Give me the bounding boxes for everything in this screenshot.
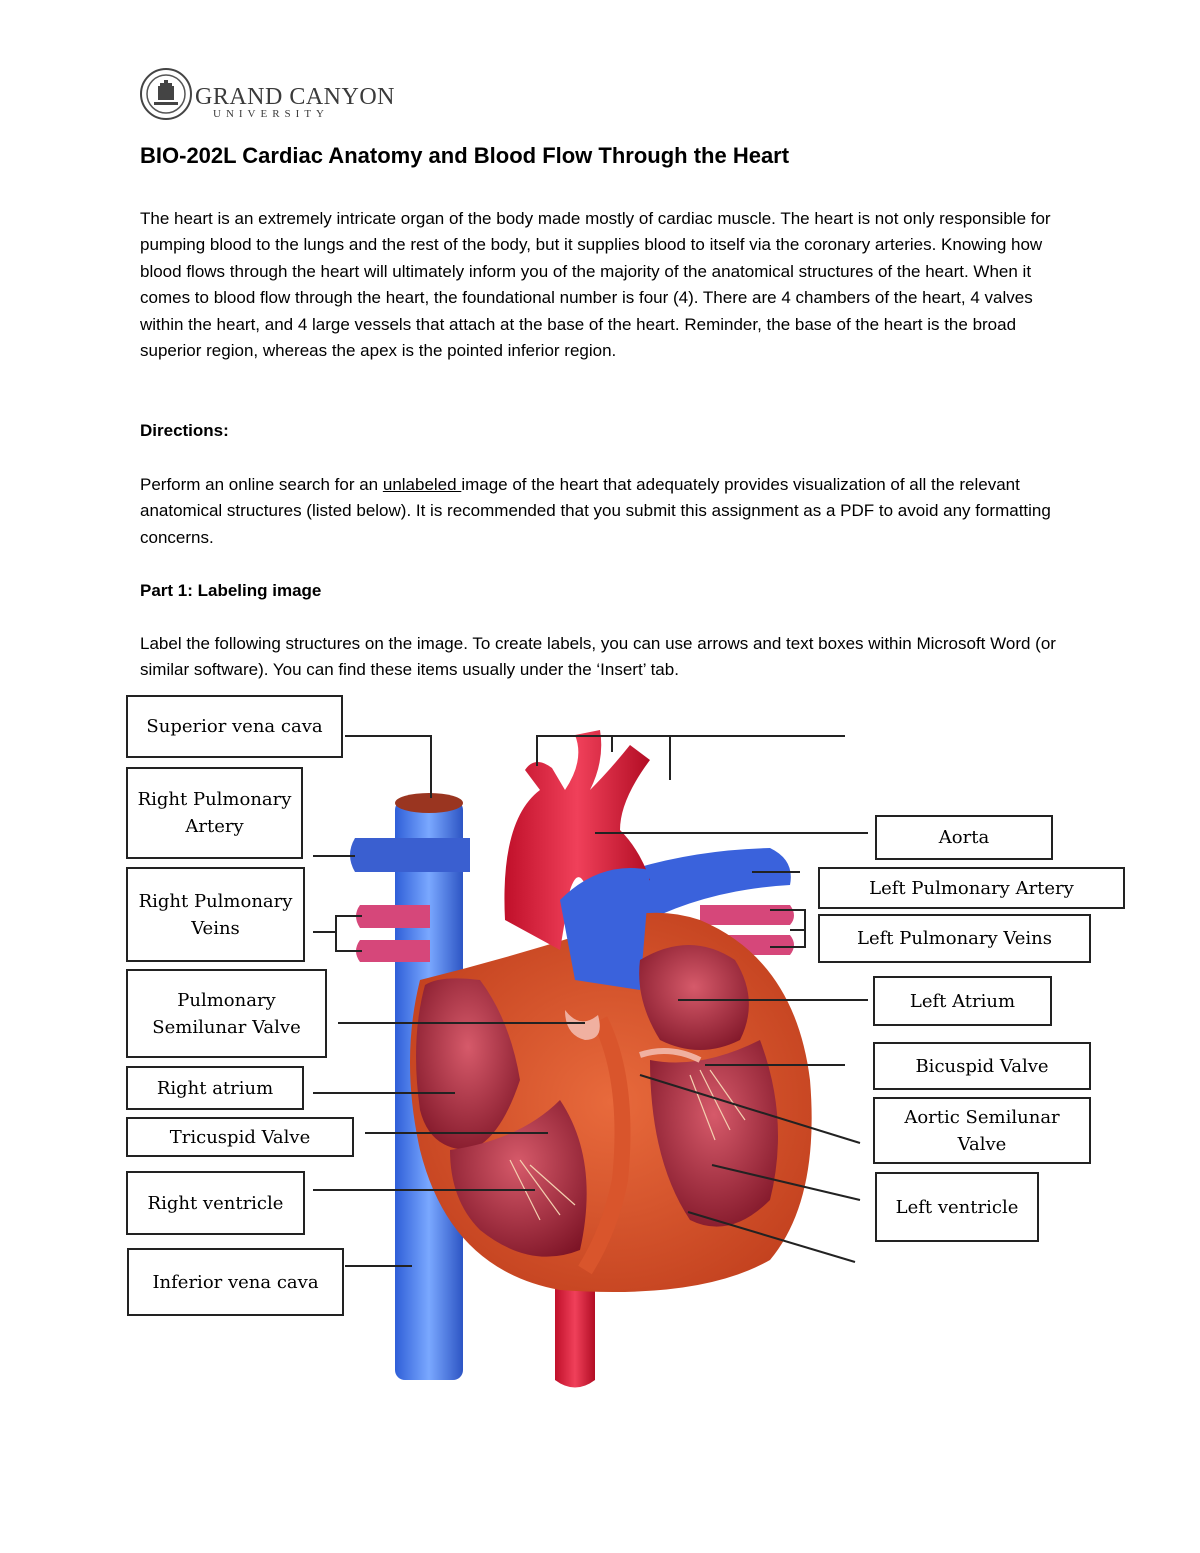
right-pulmonary-vein-upper [356, 905, 430, 928]
label-left-pulmonary-artery: Left Pulmonary Artery [818, 867, 1125, 909]
label-right-atrium: Right atrium [126, 1066, 304, 1110]
septum [585, 1020, 623, 1270]
heart-muscle [410, 913, 812, 1292]
label-superior-vena-cava: Superior vena cava [126, 695, 343, 758]
chordae-tendineae [510, 1070, 745, 1220]
label-aorta: Aorta [875, 815, 1053, 860]
mitral-valve-shape [640, 1051, 700, 1060]
directions-text-before: Perform an online search for an [140, 475, 383, 494]
label-tricuspid-valve: Tricuspid Valve [126, 1117, 354, 1157]
university-seal-icon [140, 68, 192, 120]
label-bicuspid-valve: Bicuspid Valve [873, 1042, 1091, 1090]
left-atrium-cavity [639, 945, 749, 1050]
directions-heading: Directions: [140, 421, 229, 440]
leader-lines [313, 736, 868, 1266]
descending-aorta [555, 1240, 595, 1388]
right-ventricle-cavity [450, 1100, 587, 1257]
label-left-ventricle: Left ventricle [875, 1172, 1039, 1242]
svc-opening [395, 793, 463, 813]
label-pulmonary-semilunar-valve: Pulmonary Semilunar Valve [126, 969, 327, 1058]
right-pulmonary-artery [350, 838, 470, 872]
label-right-ventricle: Right ventricle [126, 1171, 305, 1235]
university-logo [140, 68, 396, 124]
left-ventricle-cavity [650, 1040, 778, 1227]
label-right-pulmonary-artery: Right Pulmonary Artery [126, 767, 303, 859]
left-pulmonary-artery-vessel [600, 848, 791, 930]
aortic-arch [504, 730, 650, 950]
part1-paragraph: Label the following structures on the image. To create labels, you can use arrows and text boxes within Microsoft Word (or similar software). You can find these items usually under the ‘Insert’ tab. [140, 634, 1056, 680]
left-pulmonary-vein-upper [700, 905, 794, 925]
part1-heading: Part 1: Labeling image [140, 581, 322, 600]
directions-underlined: unlabeled [382, 475, 462, 494]
label-right-pulmonary-veins: Right Pulmonary Veins [126, 867, 305, 962]
vena-cava [395, 800, 463, 1380]
intro-paragraph: The heart is an extremely intricate organ of the body made mostly of cardiac muscle. The heart is not only responsible for pumping blood to the lungs and the rest of the body, but it supplies blood to itself via the coronary arteries. Knowing how blood flows through the heart will ultimately inform you of the majority of the anatomical structures of the heart. When it comes to blood flow through the heart, the foundational number is four (4). There are 4 chambers of the heart, 4 valves within the heart, and 4 large vessels that attach at the base of the heart. Reminder, the base of the heart is the broad superior region, whereas the apex is the pointed inferior region. [140, 209, 1051, 361]
right-atrium-cavity [416, 978, 520, 1150]
logo-subtitle: UNIVERSITY [213, 108, 329, 120]
page-title: BIO-202L Cardiac Anatomy and Blood Flow Through the Heart [140, 143, 790, 168]
label-left-atrium: Left Atrium [873, 976, 1052, 1026]
pulmonary-trunk [560, 868, 650, 990]
pulmonary-valve-shape [565, 1010, 600, 1040]
label-left-pulmonary-veins: Left Pulmonary Veins [818, 914, 1091, 963]
directions-paragraph [140, 472, 1070, 551]
label-aortic-semilunar-valve: Aortic Semilunar Valve [873, 1097, 1091, 1164]
logo-name: GRAND CANYON [195, 84, 396, 110]
right-pulmonary-vein-lower [356, 940, 430, 962]
directions-text-after: image of the heart that adequately provides visualization of all the relevant anatomical structures (listed below). It is recommended that you submit this assignment as a PDF to avoid any formatting concerns. [140, 475, 1051, 547]
label-inferior-vena-cava: Inferior vena cava [127, 1248, 344, 1316]
left-pulmonary-vein-lower [700, 935, 794, 955]
